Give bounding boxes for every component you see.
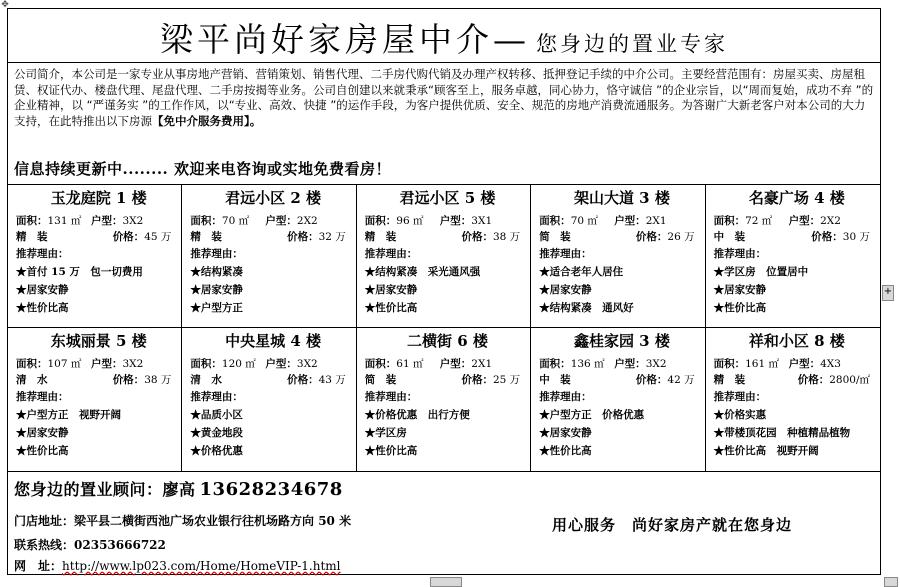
reasons-label: 推荐理由： [364, 248, 418, 260]
listing-reason: ★居家安静 [539, 284, 592, 296]
flyer-frame [7, 8, 881, 575]
listing-finish: 中 装 [713, 231, 746, 243]
reasons-label: 推荐理由： [364, 391, 418, 403]
reasons-label: 推荐理由： [713, 248, 767, 260]
listing-price-row [190, 372, 355, 388]
listing-specs [714, 356, 880, 372]
reasons-label: 推荐理由： [539, 248, 592, 260]
reasons-label: 推荐理由： [16, 391, 69, 403]
listing-reason: ★居家安静 [539, 427, 592, 439]
intro-highlight: 【免中介服务费用】。 [152, 113, 262, 128]
listing-reason: ★居家安静 [364, 284, 418, 296]
area-label: 面积： [190, 358, 222, 370]
page-subtitle: 您身边的置业专家 [536, 31, 728, 56]
listing-reason: ★首付 15 万 包一切费用 [16, 266, 143, 278]
price-label: 价格： [461, 231, 493, 243]
listing-reason: ★户型方正 [190, 302, 243, 314]
listing-area: 72 ㎡ [745, 215, 773, 227]
add-icon[interactable]: + [882, 285, 894, 301]
website-link[interactable]: http://www.lp023.com/Home/HomeVIP-1.html [62, 559, 341, 573]
slogan: 用心服务 尚好家房产就在您身边 [551, 516, 792, 534]
listing-reason: ★户型方正 价格优惠 [539, 409, 645, 421]
listing-layout: 2X1 [471, 358, 493, 370]
price-label: 价格： [287, 231, 319, 243]
price-label: 价格： [112, 231, 145, 243]
listing-reason: ★性价比高 [713, 302, 767, 314]
listing-title: 名豪广场 4 楼 [748, 189, 845, 207]
listing-reason: ★居家安静 [190, 284, 243, 296]
listing-finish: 中 装 [539, 374, 571, 386]
hotline-value: 02353666722 [74, 538, 166, 552]
intro-text: 公司简介，本公司是一家专业从事房地产营销、营销策划、销售代理、二手房代购代销及办理产权转移、抵押登记手续的中介公司。主要经营范围有：房屋买卖、房屋租赁、权证代办、楼盘代理、尾盘代理、二手房按揭等业务。公司自创建以来就秉承“顾客至上，服务卓越，同心协力，恪守诚信 ”的企业宗旨，以“周而复始，成功不弃 ”的企业精神，以 “严谨务实 ”的工作作风，以“专业、高效、快捷 ”的运作手段，为客户提供优质、安全、规范的房地产消费流通服务。为答谢广大新老客户对本公司的大力支持，在此特推出以下房源 [14, 67, 874, 128]
listing-layout: 2X2 [296, 215, 318, 227]
listing-specs [16, 356, 181, 372]
price-label: 价格： [112, 374, 145, 386]
listing-specs [539, 213, 704, 229]
listing-card [8, 185, 182, 328]
listing-reason: ★结构紧凑 通风好 [539, 302, 634, 314]
area-label: 面积： [539, 358, 571, 370]
listing-price-row [16, 229, 181, 245]
listings-grid [8, 185, 880, 472]
listing-finish: 简 装 [539, 231, 571, 243]
listing-title: 二横街 6 楼 [407, 332, 488, 350]
layout-label: 户型： [614, 215, 646, 227]
resize-handle-bottom[interactable] [430, 577, 462, 587]
listing-specs [190, 213, 355, 229]
listing-reason: ★居家安静 [16, 284, 69, 296]
listing-reason: ★结构紧凑 [190, 266, 243, 278]
layout-label: 户型： [788, 215, 821, 227]
hotline-line [14, 534, 874, 556]
listing-reason: ★品质小区 [190, 409, 243, 421]
layout-label: 户型： [788, 358, 821, 370]
listing-finish: 精 装 [16, 231, 48, 243]
price-label: 价格： [797, 374, 830, 386]
listing-card [531, 328, 705, 471]
listing-specs [539, 356, 704, 372]
listing-finish: 精 装 [713, 374, 746, 386]
update-notice: 信息持续更新中........ 欢迎来电咨询或实地免费看房！ [8, 155, 880, 185]
price-label: 价格： [635, 231, 668, 243]
price-label: 价格： [461, 374, 493, 386]
listing-area: 96 ㎡ [396, 215, 424, 227]
listing-reason: ★性价比高 [364, 302, 418, 314]
listing-price: 45 万 [144, 231, 172, 243]
reasons-label: 推荐理由： [713, 391, 767, 403]
listing-specs [16, 213, 181, 229]
area-label: 面积： [713, 215, 746, 227]
resize-handle-corner[interactable] [884, 577, 898, 587]
reasons-label: 推荐理由： [190, 391, 243, 403]
contact-section [8, 472, 880, 578]
listing-price-row [365, 372, 530, 388]
reasons-label: 推荐理由： [539, 391, 592, 403]
listing-price-row [714, 229, 880, 245]
listing-specs [365, 356, 530, 372]
listing-reason: ★学区房 位置居中 [713, 266, 809, 278]
listing-reason: ★性价比高 [539, 445, 592, 457]
listing-card [357, 185, 531, 328]
layout-label: 户型： [265, 215, 297, 227]
listing-card [357, 328, 531, 471]
listing-area: 120 ㎡ [221, 358, 256, 370]
listing-price: 2800/㎡ [829, 374, 870, 386]
listing-price: 30 万 [842, 231, 870, 243]
listing-card [706, 185, 880, 328]
listing-layout: 4X3 [820, 358, 841, 370]
listing-reason: ★户型方正 视野开阔 [16, 409, 121, 421]
area-label: 面积： [713, 358, 746, 370]
listing-reason: ★性价比高 [364, 445, 418, 457]
listing-finish: 简 装 [364, 374, 397, 386]
listing-title: 祥和小区 8 楼 [748, 332, 845, 350]
layout-label: 户型： [439, 215, 472, 227]
layout-label: 户型： [439, 358, 472, 370]
reasons-label: 推荐理由： [16, 248, 69, 260]
listing-price: 42 万 [667, 374, 695, 386]
listing-area: 70 ㎡ [221, 215, 250, 227]
listing-area: 61 ㎡ [396, 358, 424, 370]
listing-reason: ★居家安静 [713, 284, 767, 296]
listing-title: 东城丽景 5 楼 [50, 332, 147, 350]
listing-specs [365, 213, 530, 229]
listing-layout: 3X2 [296, 358, 318, 370]
listing-reason: ★价格优惠 出行方便 [364, 409, 470, 421]
listing-price-row [190, 229, 355, 245]
listing-reason: ★居家安静 [16, 427, 69, 439]
listing-area: 136 ㎡ [570, 358, 605, 370]
listing-price: 25 万 [492, 374, 521, 386]
listing-price-row [16, 372, 181, 388]
listing-reason: ★结构紧凑 采光通风强 [364, 266, 481, 278]
listing-price-row [539, 372, 704, 388]
area-label: 面积： [16, 358, 48, 370]
listing-finish: 精 装 [190, 231, 222, 243]
listing-reason: ★黄金地段 [190, 427, 243, 439]
layout-label: 户型： [91, 215, 123, 227]
listing-reason: ★学区房 [364, 427, 407, 439]
website-label: 网 址： [14, 559, 63, 573]
listing-card [8, 328, 182, 471]
area-label: 面积： [539, 215, 571, 227]
advisor-name: 廖高 [162, 480, 196, 499]
listing-finish: 清 水 [16, 374, 48, 386]
listing-price: 26 万 [667, 231, 695, 243]
listing-reason: ★性价比高 [16, 302, 69, 314]
listing-layout: 3X2 [122, 358, 144, 370]
listing-price: 38 万 [144, 374, 172, 386]
price-label: 价格： [635, 374, 668, 386]
listing-area: 107 ㎡ [47, 358, 82, 370]
listing-finish: 精 装 [364, 231, 397, 243]
company-intro [8, 63, 880, 155]
listing-reason: ★性价比高 视野开阔 [713, 445, 819, 457]
listing-price: 38 万 [492, 231, 521, 243]
listing-price: 43 万 [318, 374, 346, 386]
website-line [14, 556, 874, 576]
advisor-label: 您身边的置业顾问： [14, 480, 163, 499]
address-label: 门店地址： [14, 514, 75, 528]
listing-title: 玉龙庭院 1 楼 [50, 189, 147, 207]
hotline-label: 联系热线： [14, 538, 75, 552]
price-label: 价格： [811, 231, 843, 243]
listing-title: 鑫桂家园 3 楼 [573, 332, 670, 350]
area-label: 面积： [190, 215, 222, 227]
listing-reason: ★性价比高 [16, 445, 69, 457]
address-value: 梁平县二横街西池广场农业银行往机场路方向 50 米 [74, 514, 352, 528]
listing-layout: 3X1 [471, 215, 493, 227]
listing-card [706, 328, 880, 471]
title-banner [8, 9, 880, 63]
listing-title: 中央星城 4 楼 [225, 332, 322, 350]
listing-card [182, 328, 356, 471]
area-label: 面积： [364, 215, 397, 227]
listing-reason: ★价格优惠 [190, 445, 243, 457]
listing-reason: ★价格实惠 [713, 409, 767, 421]
layout-label: 户型： [265, 358, 297, 370]
listing-layout: 2X1 [645, 215, 667, 227]
listing-layout: 3X2 [122, 215, 144, 227]
listing-specs [714, 213, 880, 229]
listing-title: 架山大道 3 楼 [573, 189, 670, 207]
listing-title: 君远小区 2 楼 [225, 189, 322, 207]
price-label: 价格： [287, 374, 319, 386]
area-label: 面积： [364, 358, 397, 370]
listing-price-row [539, 229, 704, 245]
listing-area: 131 ㎡ [47, 215, 82, 227]
reasons-label: 推荐理由： [190, 248, 243, 260]
listing-layout: 2X2 [820, 215, 841, 227]
advisor-phone: 13628234678 [199, 479, 343, 500]
area-label: 面积： [16, 215, 48, 227]
layout-label: 户型： [91, 358, 123, 370]
listing-title: 君远小区 5 楼 [399, 189, 496, 207]
listing-reason: ★带楼顶花园 种植精品植物 [713, 427, 851, 439]
listing-finish: 清 水 [190, 374, 222, 386]
listing-card [182, 185, 356, 328]
listing-price-row [714, 372, 880, 388]
listing-layout: 3X2 [645, 358, 667, 370]
listing-price: 32 万 [318, 231, 346, 243]
listing-area: 70 ㎡ [570, 215, 598, 227]
page-title: 梁平尚好家房屋中介— [160, 20, 530, 59]
advisor-line [14, 476, 874, 504]
listing-price-row [365, 229, 530, 245]
listing-card [531, 185, 705, 328]
listing-specs [190, 356, 355, 372]
listing-area: 161 ㎡ [745, 358, 779, 370]
listing-reason: ★适合老年人居住 [539, 266, 624, 278]
move-handle-icon[interactable]: ✥ [1, 0, 9, 10]
layout-label: 户型： [614, 358, 646, 370]
